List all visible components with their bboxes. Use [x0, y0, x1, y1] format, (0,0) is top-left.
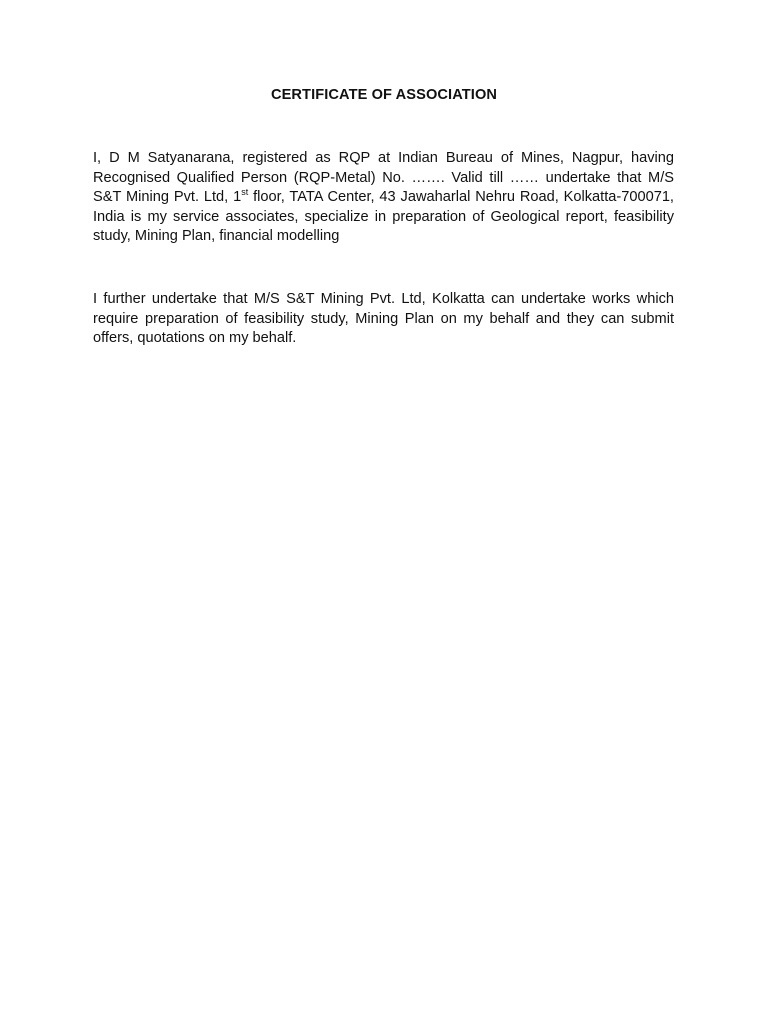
- paragraph-association-text-start: I, D M Satyanarana, registered as RQP at Indian Bureau of Mines, Nagpur, having Recognised Qualified Person (RQP-Metal) No. ……. Valid till …… undertake that M/S S&T Mining Pvt. Ltd, 1: [93, 150, 674, 206]
- ordinal-superscript: st: [241, 187, 249, 198]
- paragraph-association: [93, 149, 674, 247]
- paragraph-association-text-end: floor, TATA Center, 43 Jawaharlal Nehru Road, Kolkatta-700071, India is my service associates, specialize in preparation of Geological report, feasibility study, Mining Plan, financial modelling: [93, 189, 674, 245]
- document-title: CERTIFICATE OF ASSOCIATION: [270, 87, 498, 103]
- paragraph-undertaking: I further undertake that M/S S&T Mining Pvt. Ltd, Kolkatta can undertake works which require preparation of feasibility study, Mining Plan on my behalf and they can submit offers, quotations on my behalf.: [93, 291, 674, 347]
